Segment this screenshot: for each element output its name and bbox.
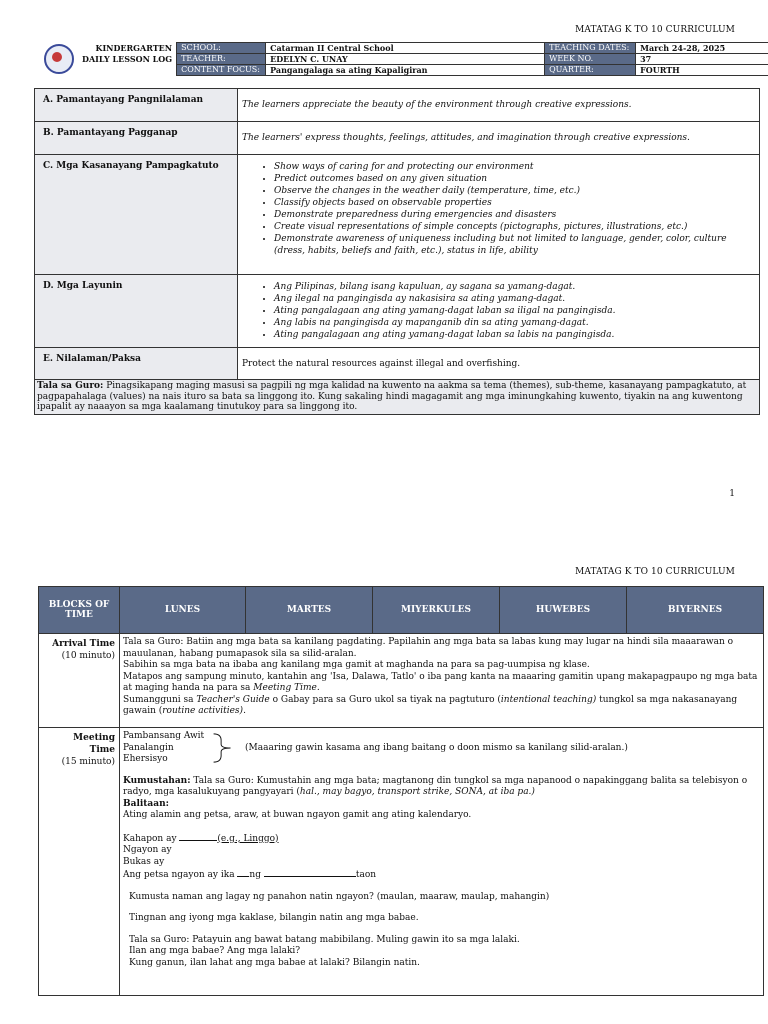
teacher-note: Tala sa Guro: Pinagsikapang maging masusi sa pagpili ng mga kalidad na kuwento na aakma sa tema (themes), sub-theme, kasanayang pampagkatuto, at pagpapahalaga (values) na nais ituro sa bata sa linggong ito. Kung sakaling hindi magagamit ang mga iminungkahing kuwento, tiyakin na ang kuwentong ipapalit ay naaayon sa mga kaalamang tinutukoy para sa linggong ito.: [35, 380, 760, 415]
school-value: Catarman II Central School: [266, 43, 545, 54]
quarter-label: QUARTER:: [545, 65, 636, 76]
section-e-text: Protect the natural resources against illegal and overfishing.: [238, 348, 760, 380]
list-item: • Ang labis na pangingisda ay mapanganib din sa ating yamang-dagat.: [274, 317, 755, 329]
page-number: 1: [729, 489, 735, 499]
school-label: SCHOOL:: [177, 43, 266, 54]
col-miyerkules: MIYERKULES: [373, 587, 500, 634]
list-item: • Ang Pilipinas, bilang isang kapuluan, ay sagana sa yamang-dagat.: [274, 281, 755, 293]
list-item: • Ating pangalagaan ang ating yamang-dagat laban sa labis na pangingisda.: [274, 329, 755, 341]
section-a-heading: A. Pamantayang Pangnilalaman: [35, 89, 238, 122]
document-title: KINDERGARTEN DAILY LESSON LOG: [82, 42, 173, 64]
col-lunes: LUNES: [120, 587, 246, 634]
col-blocks-of-time: BLOCKS OF TIME: [39, 587, 120, 634]
brace-note: (Maaaring gawin kasama ang ibang baitang o doon mismo sa kanilang silid-aralan.): [245, 742, 628, 753]
section-b-heading: B. Pamantayang Pagganap: [35, 122, 238, 155]
section-a-text: The learners appreciate the beauty of the environment through creative expressions.: [238, 89, 760, 122]
teacher-label: TEACHER:: [177, 54, 266, 65]
col-martes: MARTES: [246, 587, 373, 634]
arrival-time-content: Tala sa Guro: Batiin ang mga bata sa kanilang pagdating. Papilahin ang mga bata sa labas kung may lugar na hindi sila maaarawan o mauulanan, habang pumapasok sila sa silid-aralan. Sabihin sa mga bata na ibaba ang kanilang mga gamit at maghanda na para sa pag-uumpisa ng klase. Matapos ang sampung minuto, kantahin ang 'Isa, Dalawa, Tatlo' o iba pang kanta na maaaring gamitin upang makapagpaupo ng mga bata at maging handa na para sa Meeting Time. Sumangguni sa Teacher's Guide o Gabay para sa Guro ukol sa tiyak na pagtuturo (intentional teaching) tungkol sa mga nakasanayang gawain (routine activities).: [120, 634, 764, 728]
section-c-content: [238, 155, 760, 275]
quarter-value: FOURTH: [636, 65, 768, 76]
teaching-dates-value: March 24-28, 2025: [636, 43, 768, 54]
section-d-content: [238, 275, 760, 348]
col-biyernes: BIYERNES: [627, 587, 764, 634]
lesson-header-table: [34, 42, 768, 76]
list-item: • Demonstrate preparedness during emergencies and disasters: [274, 209, 755, 221]
list-item: • Demonstrate awareness of uniqueness including but not limited to language, gender, color, culture (dress, habits, beliefs and faith, etc.), status in life, ability: [274, 233, 755, 257]
content-focus-label: CONTENT FOCUS:: [177, 65, 266, 76]
content-focus-value: Pangangalaga sa ating Kapaligiran: [266, 65, 545, 76]
objectives-list: [242, 281, 755, 341]
deped-seal-icon: [34, 43, 78, 76]
list-item: • Classify objects based on observable properties: [274, 197, 755, 209]
list-item: • Ang ilegal na pangingisda ay nakasisira sa ating yamang-dagat.: [274, 293, 755, 305]
curriculum-label: MATATAG K TO 10 CURRICULUM: [575, 25, 735, 35]
teacher-value: EDELYN C. UNAY: [266, 54, 545, 65]
col-huwebes: HUWEBES: [500, 587, 627, 634]
schedule-table: [38, 586, 764, 996]
right-brace-icon: [211, 732, 235, 764]
standards-table: [34, 88, 760, 415]
skills-list: [242, 161, 755, 257]
section-e-heading: E. Nilalaman/Paksa: [35, 348, 238, 380]
list-item: • Observe the changes in the weather daily (temperature, time, etc.): [274, 185, 755, 197]
list-item: • Create visual representations of simple concepts (pictographs, pictures, illustrations, etc.): [274, 221, 755, 233]
section-b-text: The learners' express thoughts, feelings, attitudes, and imagination through creative expressions.: [238, 122, 760, 155]
meeting-time-content: Pambansang Awit Panalangin Ehersisyo (Maaaring gawin kasama ang ibang baitang o doon mismo sa kanilang silid-aralan.) Kumustahan: Tala sa Guro: Kumustahin ang mga bata; magtanong din tungkol sa mga napanood o napakinggang balita sa telebisyon o radyo, mga kasalukuyang pangyayari (hal., may bagyo, transport strike, SONA, at iba pa.) Balitaan: Ating alamin ang petsa, araw, at buwan ngayon gamit ang ating kalendaryo. Kahapon ay (e.g., Linggo) Ngayon ay Bukas ay Ang petsa ngayon ay ika ng taon Kumusta naman ang lagay ng panahon natin ngayon? (maulan, maaraw, maulap, mahangin) Tingnan ang iyong mga kaklase, bilangin natin ang mga babae. Tala sa Guro: Patayuin ang bawat batang mabibilang. Muling gawin ito sa mga lalaki. Ilan ang mga babae? Ang mga lalaki? Kung ganun, ilan lahat ang mga babae at lalaki? Bilangin natin.: [120, 728, 764, 996]
list-item: • Show ways of caring for and protecting our environment: [274, 161, 755, 173]
arrival-time-block: Arrival Time (10 minuto): [39, 634, 120, 728]
week-no-value: 37: [636, 54, 768, 65]
curriculum-label-page-2: MATATAG K TO 10 CURRICULUM: [575, 567, 735, 577]
list-item: • Predict outcomes based on any given situation: [274, 173, 755, 185]
list-item: • Ating pangalagaan ang ating yamang-dagat laban sa iligal na pangingisda.: [274, 305, 755, 317]
section-c-heading: C. Mga Kasanayang Pampagkatuto: [35, 155, 238, 275]
teaching-dates-label: TEACHING DATES:: [545, 43, 636, 54]
week-no-label: WEEK NO.: [545, 54, 636, 65]
section-d-heading: D. Mga Layunin: [35, 275, 238, 348]
meeting-time-block: Meeting Time (15 minuto): [39, 728, 120, 996]
